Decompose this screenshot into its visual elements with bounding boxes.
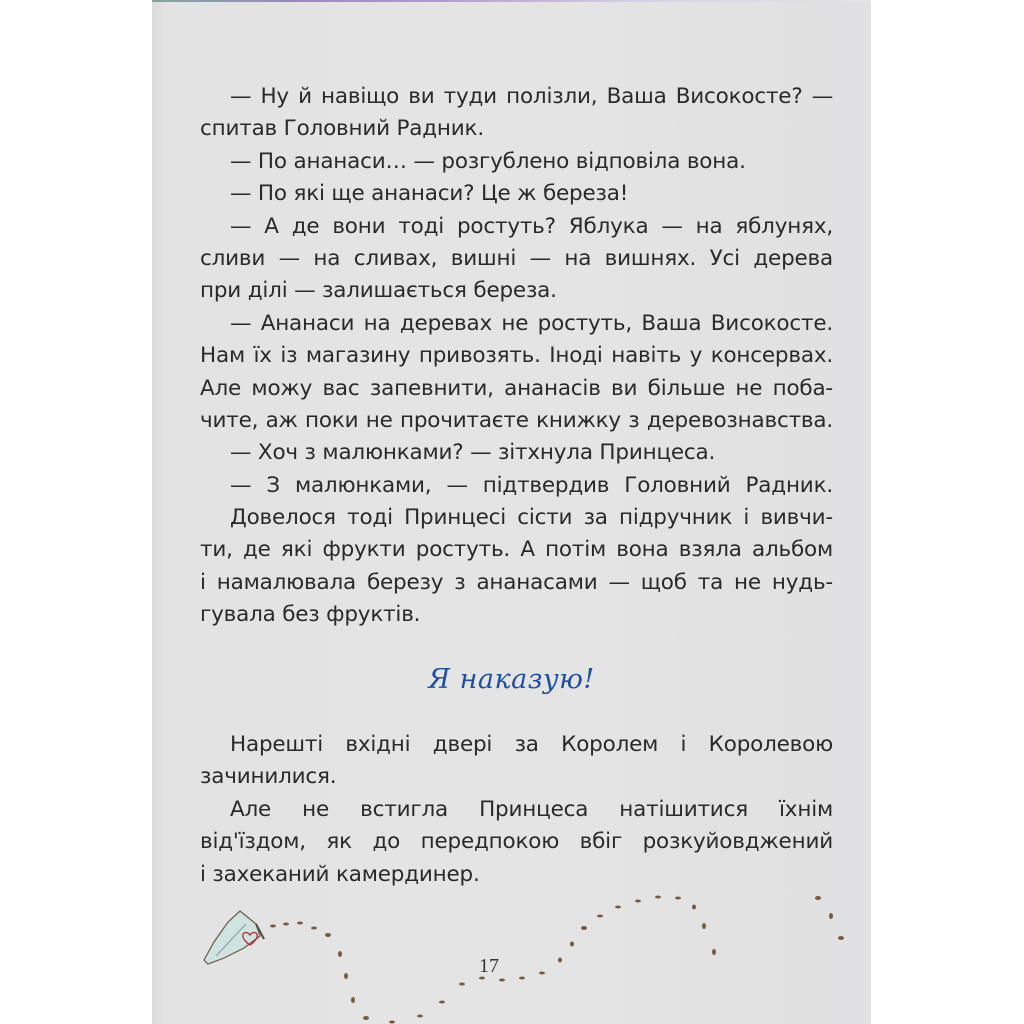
text-line: — По ананаси… — розгублено відповіла вона.	[230, 148, 746, 174]
text-line: від'їздом, як до передпокою вбіг розкуйовджений	[200, 829, 833, 855]
page-number: 17	[479, 955, 499, 977]
text-line: і намалювала березу з ананасами — щоб та не нудь-	[200, 569, 833, 595]
next-page-edge	[152, 0, 871, 2]
body-text-bottom	[200, 729, 833, 891]
text-line: Але можу вас запевнити, ананасів ви більше не поба-	[200, 375, 833, 401]
text-line: — З малюнками, — підтвердив Головний Радник.	[230, 472, 833, 498]
text-line: ти, де які фрукти ростуть. А потім вона взяла альбом	[200, 537, 833, 563]
text-line: — По які ще ананаси? Це ж береза!	[230, 181, 629, 207]
text-line: гувала без фруктів.	[200, 602, 421, 628]
text-line: і захеканий камердинер.	[200, 861, 480, 887]
chapter-heading: Я наказую!	[428, 664, 595, 695]
text-line: при ділі — залишається береза.	[200, 278, 557, 304]
body-text-top	[200, 81, 833, 632]
text-line: — Ананаси на деревах не ростуть, Ваша Високосте.	[230, 310, 833, 336]
text-line: — А де вони тоді ростуть? Яблука — на яблунях,	[230, 213, 833, 239]
footprint-trail-illustration	[152, 880, 871, 1024]
text-line: Нам їх із магазину привозять. Іноді навіть у консервах.	[200, 343, 833, 369]
slipper-icon	[204, 911, 264, 964]
text-line: зачинилися.	[200, 764, 337, 790]
text-line: чите, аж поки не прочитаєте книжку з деревознавства.	[200, 407, 833, 433]
text-line: спитав Головний Радник.	[200, 116, 484, 142]
text-line: Довелося тоді Принцесі сісти за підручник і вивчи-	[230, 505, 833, 531]
text-line: — Хоч з малюнками? — зітхнула Принцеса.	[230, 440, 716, 466]
text-line: Але не встигла Принцеса натішитися їхнім	[230, 796, 833, 822]
text-line: Нарешті вхідні двері за Королем і Королевою	[230, 732, 833, 757]
book-page	[152, 0, 871, 1024]
text-line: сливи — на сливах, вишні — на вишнях. Усі дерева	[200, 245, 833, 271]
footprints-icon	[270, 896, 844, 1024]
text-line: — Ну й навіщо ви туди полізли, Ваша Високосте? —	[230, 84, 833, 109]
